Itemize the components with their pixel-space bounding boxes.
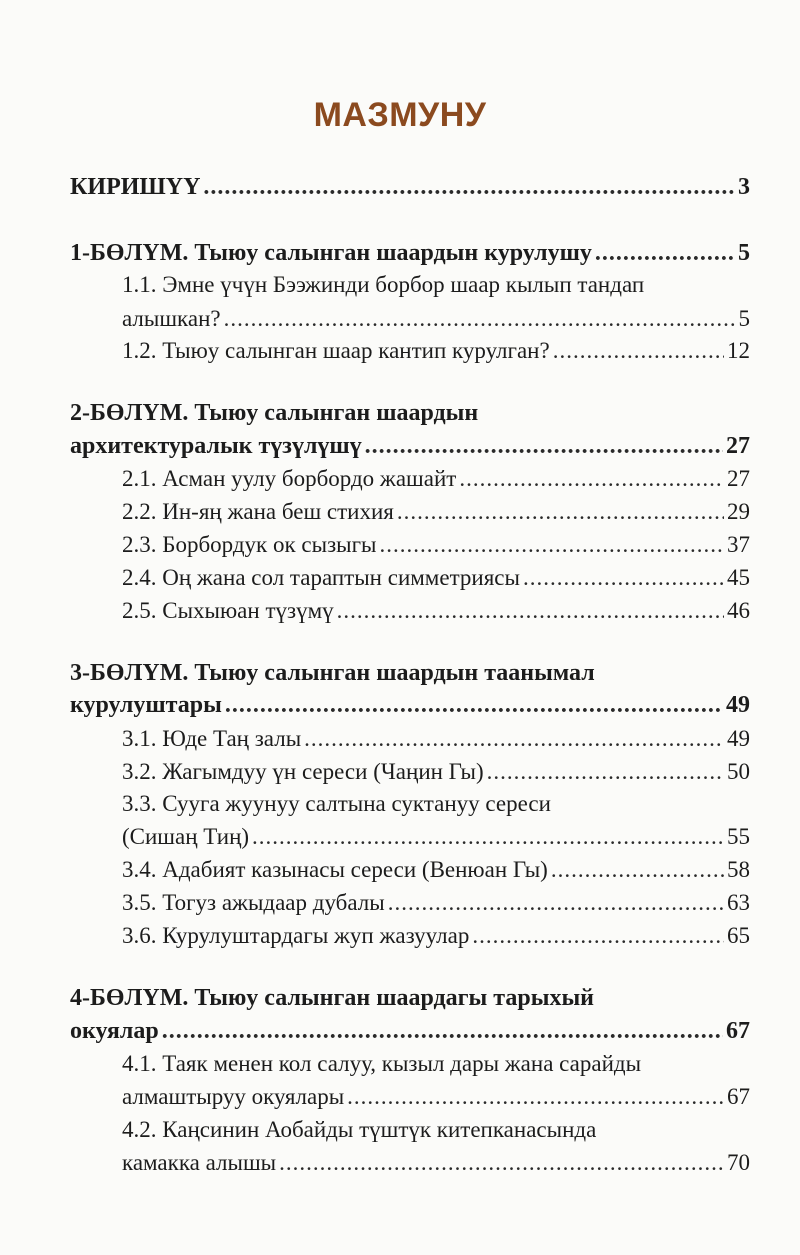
toc-chapter-1[interactable] [70,238,750,268]
dot-leader [551,855,724,885]
toc-entry-title: курулуштары [70,692,222,718]
dot-leader [380,530,725,560]
toc-entry-title: 2.4. Оң жана сол тараптын симметриясы [122,565,520,590]
toc-entry-title: (Сишаң Тиң) [122,824,250,849]
toc-entry-title: архитектуралык түзүлүшү [70,433,362,459]
dot-leader [595,238,735,268]
dot-leader [252,822,724,852]
toc-entry-title: 1-БӨЛҮМ. Тыюу салынган шаардын курулушу [70,240,592,266]
toc-page-number: 49 [727,726,750,751]
toc-section-3-6[interactable] [122,921,750,951]
toc-page-number: 58 [727,857,750,882]
toc-page-number: 12 [727,338,750,363]
toc-entry-title: 2.5. Сыхыюан түзүмү [122,598,334,623]
toc-page-number: 67 [727,1084,750,1109]
dot-leader [162,1016,723,1046]
toc-section-4-1[interactable] [122,1082,750,1112]
toc-page-number: 67 [726,1018,750,1044]
toc-section-3-3-line1[interactable]: 3.3. Сууга жуунуу салтына суктануу сереси [122,791,551,816]
toc-page-number: 37 [727,532,750,557]
toc-section-1-2[interactable] [122,336,750,366]
toc-chapter-4-line1[interactable]: 4-БӨЛҮМ. Тыюу салынган шаардагы тарыхый [70,985,595,1011]
toc-chapter-3-line1[interactable]: 3-БӨЛҮМ. Тыюу салынган шаардын таанымал [70,660,595,686]
toc-entry-intro[interactable] [70,172,750,202]
toc-section-2-1[interactable] [122,464,750,494]
dot-leader [347,1082,724,1112]
toc-page-number: 27 [727,466,750,491]
dot-leader [523,563,724,593]
toc-section-3-2[interactable] [122,757,750,787]
toc-section-2-3[interactable] [122,530,750,560]
toc-chapter-2[interactable] [70,431,750,461]
toc-entry-title: 3.5. Тогуз ажыдаар дубалы [122,890,385,915]
toc-page-number: 5 [738,306,750,331]
dot-leader [388,888,724,918]
dot-leader [397,497,724,527]
toc-section-2-2[interactable] [122,497,750,527]
toc-page-number: 29 [727,499,750,524]
toc-entry-title: 3.6. Курулуштардагы жуп жазуулар [122,923,470,948]
dot-leader [459,464,724,494]
toc-entry-title: 1.2. Тыюу салынган шаар кантип курулган? [122,338,550,363]
toc-entry-title: КИРИШҮҮ [70,174,201,200]
toc-section-3-5[interactable] [122,888,750,918]
toc-chapter-3[interactable] [70,690,750,720]
toc-page-number: 55 [727,824,750,849]
dot-leader [487,757,724,787]
toc-entry-title: 3.4. Адабият казынасы сереси (Венюан Гы) [122,857,548,882]
toc-section-4-2[interactable] [122,1148,750,1178]
dot-leader [472,921,724,951]
toc-entry-title: алмаштыруу окуялары [122,1084,345,1109]
toc-entry-title: камакка алышы [122,1150,277,1175]
toc-section-3-4[interactable] [122,855,750,885]
dot-leader [553,336,724,366]
dot-leader [203,172,735,202]
toc-entry-title: 2.1. Асман уулу борбордо жашайт [122,466,457,491]
toc-entry-title: окуялар [70,1018,159,1044]
toc-section-1-1[interactable] [122,304,750,334]
dot-leader [365,431,723,461]
toc-page-number: 46 [727,598,750,623]
toc-chapter-4[interactable] [70,1016,750,1046]
toc-entry-title: 3.2. Жагымдуу үн сереси (Чаңин Гы) [122,759,484,784]
toc-chapter-2-line1[interactable]: 2-БӨЛҮМ. Тыюу салынган шаардын [70,400,479,426]
toc-page-number: 65 [727,923,750,948]
toc-page-number: 5 [738,240,750,266]
page-title: МАЗМУНУ [313,96,487,134]
toc-page-number: 70 [727,1150,750,1175]
dot-leader [337,596,724,626]
toc-section-2-4[interactable] [122,563,750,593]
dot-leader [304,724,724,754]
toc-page-number: 3 [738,174,750,200]
toc-entry-title: алышкан? [122,306,221,331]
dot-leader [225,690,723,720]
toc-section-3-3[interactable] [122,822,750,852]
dot-leader [224,304,736,334]
toc-entry-title: 2.3. Борбордук ок сызыгы [122,532,377,557]
toc-page-number: 50 [727,759,750,784]
toc-entry-title: 3.1. Юде Таң залы [122,726,302,751]
toc-section-2-5[interactable] [122,596,750,626]
toc-section-1-1-line1[interactable]: 1.1. Эмне үчүн Бээжинди борбор шаар кылып тандап [122,272,645,297]
toc-page-number: 49 [726,692,750,718]
toc-page-number: 63 [727,890,750,915]
toc-entry-title: 2.2. Ин-яң жана беш стихия [122,499,394,524]
toc-page-number: 27 [726,433,750,459]
toc-section-4-1-line1[interactable]: 4.1. Таяк менен кол салуу, кызыл дары жана сарайды [122,1051,642,1076]
toc-section-4-2-line1[interactable]: 4.2. Каңсинин Аобайды түштүк китепканасында [122,1117,597,1142]
toc-section-3-1[interactable] [122,724,750,754]
toc-page-number: 45 [727,565,750,590]
dot-leader [279,1148,724,1178]
